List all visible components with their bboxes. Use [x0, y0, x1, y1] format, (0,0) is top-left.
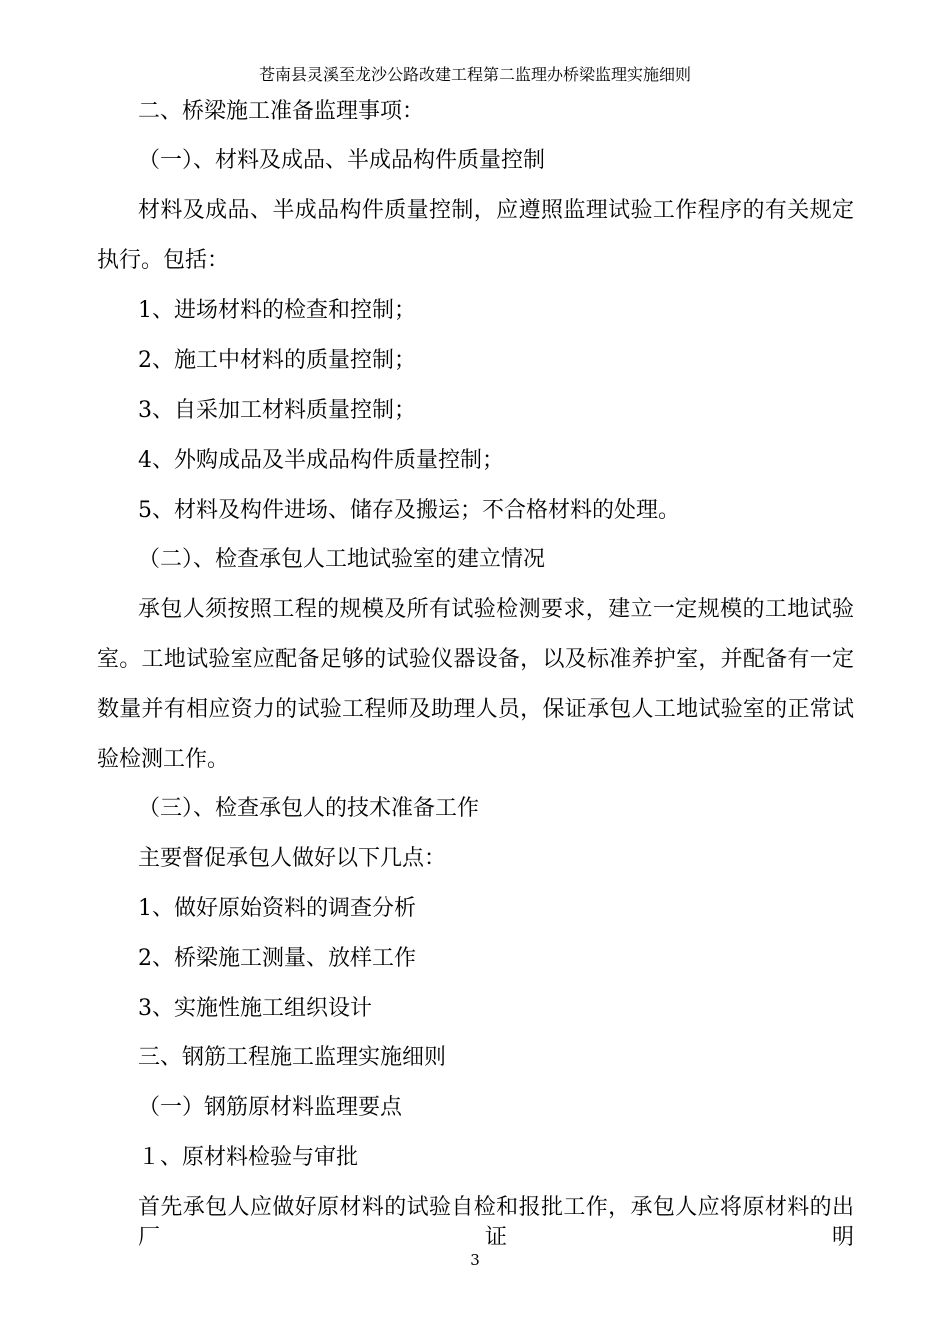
subsection-heading-3-1: （一）钢筋原材料监理要点 — [138, 1095, 403, 1120]
paragraph-line: 数量并有相应资力的试验工程师及助理人员，保证承包人工地试验室的正常试 — [97, 697, 854, 722]
list-item: 1、做好原始资料的调查分析 — [138, 896, 416, 921]
paragraph-line: 材料及成品、半成品构件质量控制，应遵照监理试验工作程序的有关规定 — [138, 198, 854, 223]
paragraph-line: 执行。包括： — [97, 248, 230, 273]
paragraph-line: 首先承包人应做好原材料的试验自检和报批工作，承包人应将原材料的出厂证明 — [138, 1195, 854, 1250]
section-heading-3: 三、钢筋工程施工监理实施细则 — [138, 1045, 447, 1070]
list-item: 2、桥梁施工测量、放样工作 — [138, 946, 416, 971]
subsection-heading-2-2: （二）、检查承包人工地试验室的建立情况 — [138, 547, 546, 572]
paragraph-line: 主要督促承包人做好以下几点： — [138, 846, 447, 871]
subsection-heading-2-3: （三）、检查承包人的技术准备工作 — [138, 796, 480, 821]
running-header: 苍南县灵溪至龙沙公路改建工程第二监理办桥梁监理实施细则 — [258, 65, 691, 84]
list-item: 1、进场材料的检查和控制； — [138, 298, 416, 323]
list-item: 4、外购成品及半成品构件质量控制； — [138, 448, 504, 473]
paragraph-line: 承包人须按照工程的规模及所有试验检测要求，建立一定规模的工地试验 — [138, 597, 854, 622]
page-number: 3 — [470, 1251, 480, 1269]
list-item: 3、实施性施工组织设计 — [138, 996, 372, 1021]
paragraph-line: 室。工地试验室应配备足够的试验仪器设备，以及标准养护室，并配备有一定 — [97, 647, 854, 672]
item-heading: １、原材料检验与审批 — [138, 1145, 359, 1170]
list-item: 3、自采加工材料质量控制； — [138, 398, 416, 423]
paragraph-line: 验检测工作。 — [97, 747, 230, 772]
section-heading-2: 二、桥梁施工准备监理事项： — [138, 99, 425, 124]
list-item: 2、施工中材料的质量控制； — [138, 348, 416, 373]
subsection-heading-2-1: （一）、材料及成品、半成品构件质量控制 — [138, 148, 546, 173]
list-item: 5、材料及构件进场、储存及搬运；不合格材料的处理。 — [138, 498, 680, 523]
